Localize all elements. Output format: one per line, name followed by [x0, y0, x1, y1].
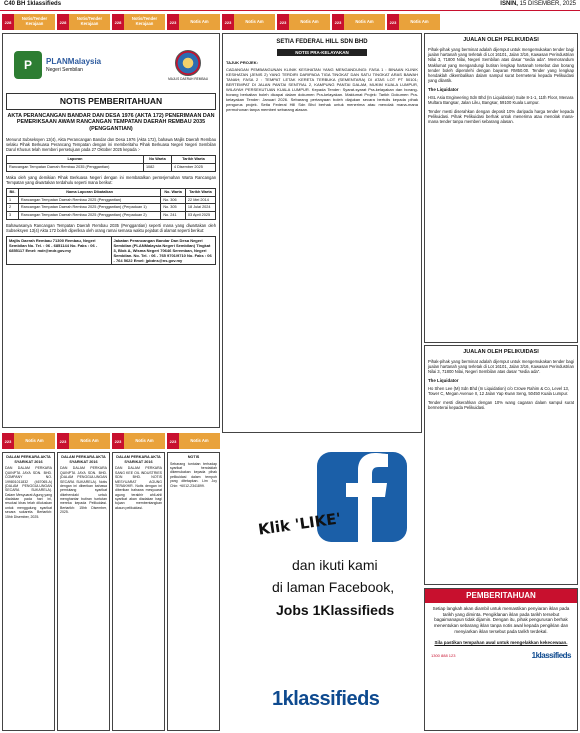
table-row: 2 Rancangan Tempatan Daerah Rembau 2025 (Penggantian) (Perpaduan 1) No. 305 18 Julai 2024 — [7, 204, 216, 212]
lelong-body-2: Tender mesti diserahkan dengan 10% wang cagaran dalam sampul surat bermeterai kepada Pelikuidasi. — [428, 399, 574, 410]
liquidator-address: HSL Asia Engineering Sdn Bhd (In Liquidation) Suite 8-1-1, 11th Floor, Menara Multara Bangsar, Jalan Liku, Bangsar, 59100 Kuala Lumpur. — [428, 95, 574, 106]
tab-2: 228 Notis/Tender Kerajaan — [112, 14, 165, 30]
notice-paragraph-3: Bahawasanya Rancangan Tempatan Daerah Rembau 2035 (Penggantian) seperti mana yang diwartakan oleh Subseksyen 13(4) Akta 172 boleh diperiksa oleh orang ramai semasa waktu pejabat di alamat seperti berikut: — [6, 222, 216, 233]
tab-3: 223 Notis Am — [167, 14, 220, 30]
category-tabs — [2, 14, 440, 30]
table-row: 3 Rancangan Tempatan Daerah Rembau 2025 (Penggantian) (Perpaduan 2) No. 241 03 April 2025 — [7, 212, 216, 220]
tab-5: 223 Notis Am — [277, 14, 330, 30]
small-notice-3: NOTIS Sebarang tuntutan terhadap syarikat hendaklah dikemukakan kepada pihak pelikuidasi dalam tempoh yang ditetapkan. Lim Joy Chin: +6012-2341899. — [167, 452, 220, 731]
small-notice-2: DALAM PERKARA AKTA SYARIKAT 2016 DAN DALAM PERKARA SANG KEE OIL INDUSTRIES SDN BHD. NOTIS MESYUARAT AGUNG TERAKHIR. Notis dengan ini diberikan bahawa mesyuarat agung terakhir ahli-ahli syarikat akan diadakan bagi tujuan membentangkan akaun pelikuidasi. — [112, 452, 165, 731]
notice-setia-federal-hill — [222, 33, 422, 433]
brand-logo: 1klassifieds — [272, 688, 380, 710]
fb-brand-text: Jobs 1Klassifieds — [276, 602, 395, 618]
pem-cta: Sila pastikan tempahan awal untuk mengelakkan kekecewaan. — [434, 640, 568, 646]
table-row: 1 Rancangan Tempatan Daerah Rembau 2025 (Penggantian) No. 306 22 Mei 2014 — [7, 196, 216, 204]
header-left: C40 BH 1klassifieds — [4, 1, 62, 8]
address-table: Majlis Daerah Rembau 71300 Rembau, Negeri Sembilan No. Tel. : 06 - 6851144 No. Faks : 06 - 6855117 Emel: mdr@mdr.gov.my Jabatan Perancangan Bandar Dan Desa Negeri Sembilan (PLANMalaysia Negeri Sembilan) Tingkat 3, Blok A, Wisma Negeri 70646 Seremban, Negeri Sembilan. No. Tel. : 06 - 765 9701/9710 No. Faks : 06 - 764 5622 Emel: jpbdns@ns.gov.my — [6, 236, 216, 265]
lelong-body: Pihak-pihak yang berminat adalah dijemput untuk mengemukakan tender bagi jualan hartanah yang terletak di Lot 16101, Jalan 3/16, Kawasan Perindustrian Nilai 3, 71800 Nilai, Negeri Sembilan atas dasar "sedia ada". — [428, 358, 574, 375]
tab-row2-1: 223 Notis Am — [57, 433, 110, 449]
page-header — [0, 0, 580, 11]
lelong-title: JUALAN OLEH PELIKUIDASI — [463, 37, 539, 43]
tab-4: 223 Notis Am — [222, 14, 275, 30]
fb-like-text: Klik 'LIKE' — [257, 509, 343, 539]
small-notice-0: DALAM PERKARA AKTA SYARIKAT 2016 DAN DALAM PERKARA QUINPTA JAYA SDN. BHD. COMPANY NO. 199801011832 (467065-A) (DALAM PENGGULUNGAN SECARA SUKARELA). Dalam Mesyuarat Agung yang diadakan pada hari ini, resolusi khas telah diluluskan untuk menggulung syarikat secara sukarela. Bertarikh: 15hb Disember, 2025. — [2, 452, 55, 731]
lelong-title: JUALAN OLEH PELIKUIDASI — [463, 349, 539, 355]
liquidator-title: The Liquidator — [428, 86, 459, 92]
small-notice-1: DALAM PERKARA AKTA SYARIKAT 2016 DAN DALAM PERKARA QUINPTA JAYA SDN. BHD. (DALAM PENGGULUNGAN SECARA SUKARELA). Notis dengan ini diberikan bahawa pemiutang syarikat dikehendaki untuk menghantar butiran tuntutan mereka kepada Pelikuidasi. Bertarikh: 15hb Disember, 2025. — [57, 452, 110, 731]
brand-logo: 1klassifieds — [531, 650, 571, 660]
pem-title: PEMBERITAHUAN — [425, 589, 577, 603]
notice-title: NOTIS PEMBERITAHUAN — [6, 93, 216, 110]
planmalaysia-logo: P PLANMalaysia Negeri Sembilan — [14, 51, 101, 79]
company-name: SETIA FEDERAL HILL SDN BHD — [276, 39, 368, 45]
project-label: TAJUK PROJEK: — [226, 60, 258, 66]
council-logo: MAJLIS DAERAH REMBAU — [168, 50, 208, 81]
prequal-body: CADANGAN PEMBANGUNAN KLINIK KESIHATAN YANG MENGANDUNGI: FASA 1 : BINAAN KLINIK KESIHATAN (JENIS 2) YANG TERDIRI DARIPADA TIGA TINGKAT DAN SATU TINGKAT ARAS BAWAH TANAH; FASA 2 : TEMPAT LETAK KERETA TERBUKA (SEMENTARA) DI ATAS LOT PT 50101; BERTEMPAT DI JALAN PANTAI SENTRAL 2, KAMPUNG PANTAI DALAM, MUKIM KUALA LUMPUR, WILAYAH PERSEKUTUAN KUALA LUMPUR. Kepada Tender: Syarat-syarat Pra-kelayakan dan borang-borang berkaitan boleh dicapai dalam dokumen Pra-kelayakan. Maklumat Projek: Tarikh Dokumen Pra-kelayakan Tender: Januari 2026. Sebarang pertanyaan boleh diajukan secara bertulis kepada pihak pengurus projek. Setia Federal Hill Sdn Bhd berhak untuk menerima atau menolak mana-mana permohonan tanpa memberi sebarang alasan. — [226, 67, 418, 113]
pem-tel: 1300 888 123 — [431, 653, 456, 659]
gazette-table: Laporan No Warta Tarikh Warta Rancangan Tempatan Daerah Rembau 2035 (Penggantian) 1082 4 Disember 2025 — [6, 155, 216, 171]
lelong-body-2: Tender mesti diserahkan dengan deposit 10% daripada harga tender kepada Pelikuidasi. Pihak Pelikuidasi berhak untuk menerima atau menolak mana-mana tender tanpa memberi sebarang alasan. — [428, 108, 574, 125]
tab-7: 223 Notis Am — [387, 14, 440, 30]
tab-1: 228 Notis/Tender Kerajaan — [57, 14, 110, 30]
table-row: Rancangan Tempatan Daerah Rembau 2035 (Penggantian) 1082 4 Disember 2025 — [7, 163, 216, 171]
lelong-body: Pihak-pihak yang berminat adalah dijemput untuk mengemukakan tender bagi jualan hartanah yang terletak di Lot 16101, Jalan 3/16, Kawasan Perindustrian Nilai 3, 71800 Nilai, Negeri Sembilan atas dasar "sedia ada". Memorandum Maklumat yang mengandungi butiran lengkap hartanah tersebut dan borang tender boleh diperolehi dengan bayaran RM50.00. Tender yang lengkap hendaklah dikembalikan dalam sampul surat bermeterai kepada Pelikuidasi yang dilantik. — [428, 46, 574, 84]
facebook-ad — [222, 437, 422, 731]
tab-6: 223 Notis Am — [332, 14, 385, 30]
fb-follow-text: dan ikuti kami — [292, 557, 378, 573]
notice-jualan-pelikuidasi-1 — [424, 33, 578, 343]
pem-body: Setiap langkah akan diambil untuk memastikan penyiaran iklan pada tarikh yang diminta. Pengiklanan iklan pada tarikh tersebut bagaimanapun tidak dijamin. Dengan itu, pihak pengurusan berhak menentukan sebarang iklan tanpa notis awal kepada pengiklan dan menyiarkan iklan tersebut pada tarikh terdekal. — [432, 606, 570, 634]
notice-paragraph-2: Maka oleh yang demikian Pihak Berkuasa Negeri dengan ini membatalkan penterjemahan Warta Rancangan Tempatan yang diwartakan terdahulu seperti mana berikut: — [6, 174, 216, 185]
cancelled-table: Bil. Nama Laporan Dibatalkan No. Warta Tarikh Warta 1 Rancangan Tempatan Daerah Rembau 2025 (Penggantian) No. 306 22 Mei 2014 2 Rancangan Tempatan Daerah Rembau 2025 (Penggantian) (Perpaduan 1) No. 305 18 Julai 2024 3 Rancangan Tempatan Daerah Rembau 2025 (Penggantian) (Perpaduan 2) No. 241 03 April 2025 — [6, 188, 216, 220]
liquidator-address: Ho Shen Lee (M) Sdn Bhd (In Liquidation) c/o Crowe Rahim & Co, Level 13, Tower C, Megan Avenue II, 12 Jalan Yap Kwan Seng, 50450 Kuala Lumpur. — [428, 386, 570, 397]
pemberitahuan-box — [424, 588, 578, 731]
header-date: ISNIN, 15 DISEMBER, 2025 — [500, 1, 576, 8]
notice-paragraph-1: Menurut Subseksyen 13(4), Akta Perancangan Bandar dan Desa 1976 (Akta 172), bahawa Majlis Daerah Rembau selaku Pihak Berkuasa Perancang Tempatan dengan ini memberitahu Pihak Berkuasa Negeri Negeri Sembilan Darul Khusus telah memberi persetujuan pada 27 Oktober 2025 kepada :- — [6, 136, 216, 153]
fb-page-text: di laman Facebook, — [272, 579, 395, 595]
tab-row2-0: 223 Notis Am — [2, 433, 55, 449]
notice-subtitle: AKTA PERANCANGAN BANDAR DAN DESA 1976 (AKTA 172) PENERIMAAN DAN PEMERIKSAAN AWAM RANCANGAN TEMPATAN DAERAH REMBAU 2035 (PENGGANTIAN) — [7, 112, 215, 133]
tab-row2-3: 223 Notis Am — [167, 433, 220, 449]
category-tabs-row2 — [2, 433, 220, 449]
notice-pemberitahuan — [2, 33, 220, 428]
prequal-badge: NOTIS PRA-KELAYAKAN — [277, 49, 367, 57]
liquidator-title: The Liquidator — [428, 377, 459, 383]
tab-row2-2: 223 Notis Am — [112, 433, 165, 449]
notice-jualan-pelikuidasi-2 — [424, 345, 578, 585]
tab-0: 228 Notis/Tender Kerajaan — [2, 14, 55, 30]
